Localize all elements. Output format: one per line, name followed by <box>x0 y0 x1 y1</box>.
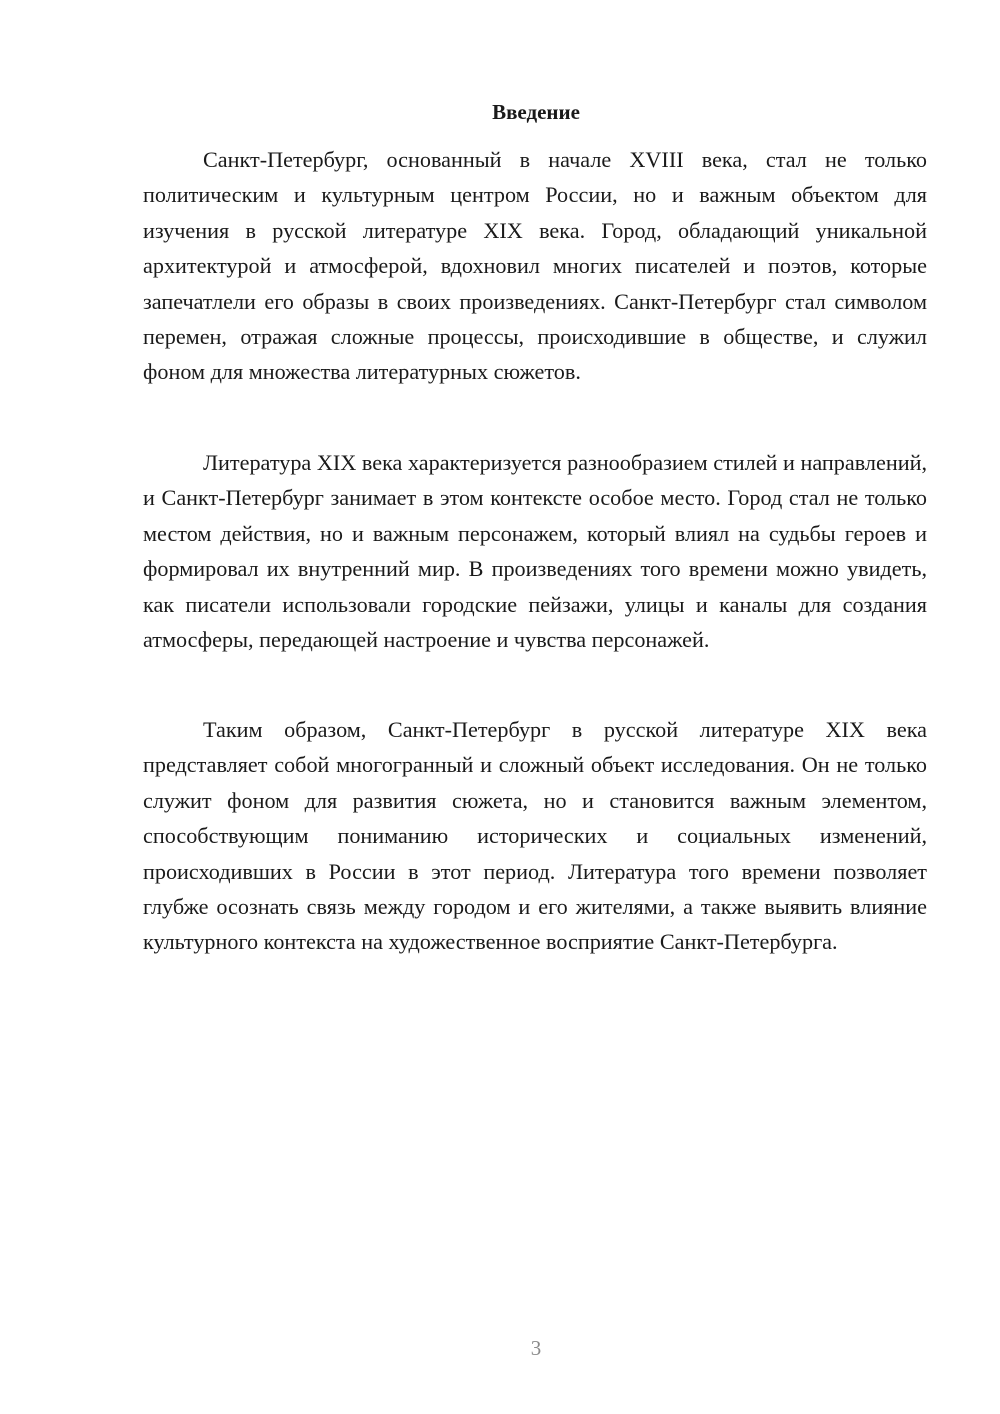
paragraph-1: Санкт-Петербург, основанный в начале XVIII века, стал не только политическим и культурным центром России, но и важным объектом для изучения в русской литературе XIX века. Город, обладающий уникальной архитектурой и атмосферой, вдохновил многих писателей и поэтов, которые запечатлели его образы в своих произведениях. Санкт-Петербург стал символом перемен, отражая сложные процессы, происходившие в обществе, и служил фоном для множества литературных сюжетов. <box>143 147 927 385</box>
paragraph-3: Таким образом, Санкт-Петербург в русской литературе XIX века представляет собой многогранный и сложный объект исследования. Он не только служит фоном для развития сюжета, но и становится важным элементом, способствующим пониманию исторических и социальных изменений, происходивших в России в этот период. Литература того времени позволяет глубже осознать связь между городом и его жителями, а также выявить влияние культурного контекста на художественное восприятие Санкт-Петербурга. <box>143 717 927 955</box>
page-number: 3 <box>530 1336 542 1360</box>
paragraph-2: Литература XIX века характеризуется разнообразием стилей и направлений, и Санкт-Петербург занимает в этом контексте особое место. Город стал не только местом действия, но и важным персонажем, который влиял на судьбы героев и формировал их внутренний мир. В произведениях того времени можно увидеть, как писатели использовали городские пейзажи, улицы и каналы для создания атмосферы, передающей настроение и чувства персонажей. <box>143 450 927 653</box>
section-title: Введение <box>492 100 580 124</box>
